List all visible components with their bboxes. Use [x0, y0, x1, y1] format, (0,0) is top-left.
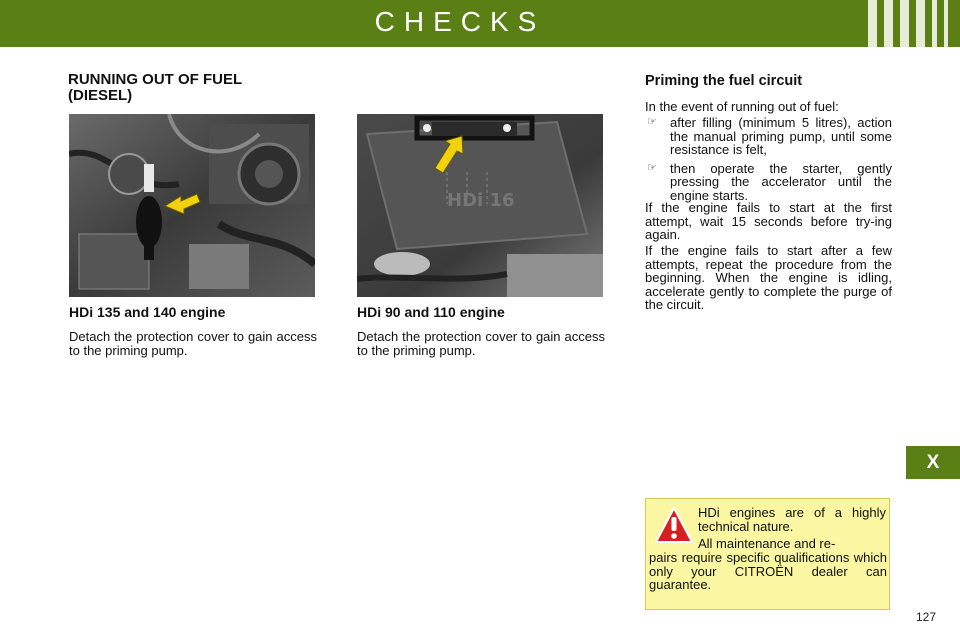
engine2-title: HDi 90 and 110 engine — [357, 304, 505, 320]
priming-para-1: If the engine fails to start at the first attempt, wait 15 seconds before try-ing again. — [645, 200, 892, 242]
section-tab[interactable]: X — [906, 446, 960, 479]
engine2-body: Detach the protection cover to gain access to the priming pump. — [357, 329, 605, 358]
priming-para-2: If the engine fails to start after a few attempts, repeat the procedure from the beginning. When the engine is idling, accelerate gently to complete the purge of the circuit. — [645, 243, 892, 312]
section-heading — [68, 72, 308, 104]
list-item — [645, 162, 892, 203]
list-item — [645, 116, 892, 157]
warning-line-1: HDi engines are of a highly technical nature. — [698, 505, 886, 534]
heading-line-1: RUNNING OUT OF FUEL — [68, 71, 243, 88]
warning-line-2: All maintenance and re- — [698, 536, 836, 551]
pointing-hand-icon: ☞ — [647, 116, 657, 128]
engine-photo-hdi-90-110 — [357, 114, 603, 297]
priming-intro: In the event of running out of fuel: — [645, 99, 839, 114]
page-title: CHECKS — [374, 6, 546, 37]
pointing-hand-icon: ☞ — [647, 161, 657, 174]
engine1-body: Detach the protection cover to gain access to the priming pump. — [69, 329, 317, 358]
priming-title: Priming the fuel circuit — [645, 73, 803, 89]
header-stripes — [868, 0, 948, 47]
priming-steps — [645, 116, 892, 207]
step-text: after filling (minimum 5 litres), action the manual priming pump, until some resistance is felt, — [670, 115, 892, 157]
warning-box — [645, 498, 890, 610]
heading-line-2: (DIESEL) — [68, 87, 133, 104]
header-bar — [0, 0, 960, 47]
warning-exclamation-icon — [654, 506, 694, 544]
engine-photo-hdi-135-140 — [69, 114, 315, 297]
page-number: 127 — [915, 610, 936, 624]
step-text: then operate the starter, gently pressing the accelerator until the engine starts. — [670, 160, 892, 203]
engine-cover-text: HDi 16 — [447, 190, 515, 211]
engine1-title: HDi 135 and 140 engine — [69, 304, 226, 320]
warning-line-3: pairs require specific qualifications which only your CITROËN dealer can guarantee. — [649, 550, 887, 592]
